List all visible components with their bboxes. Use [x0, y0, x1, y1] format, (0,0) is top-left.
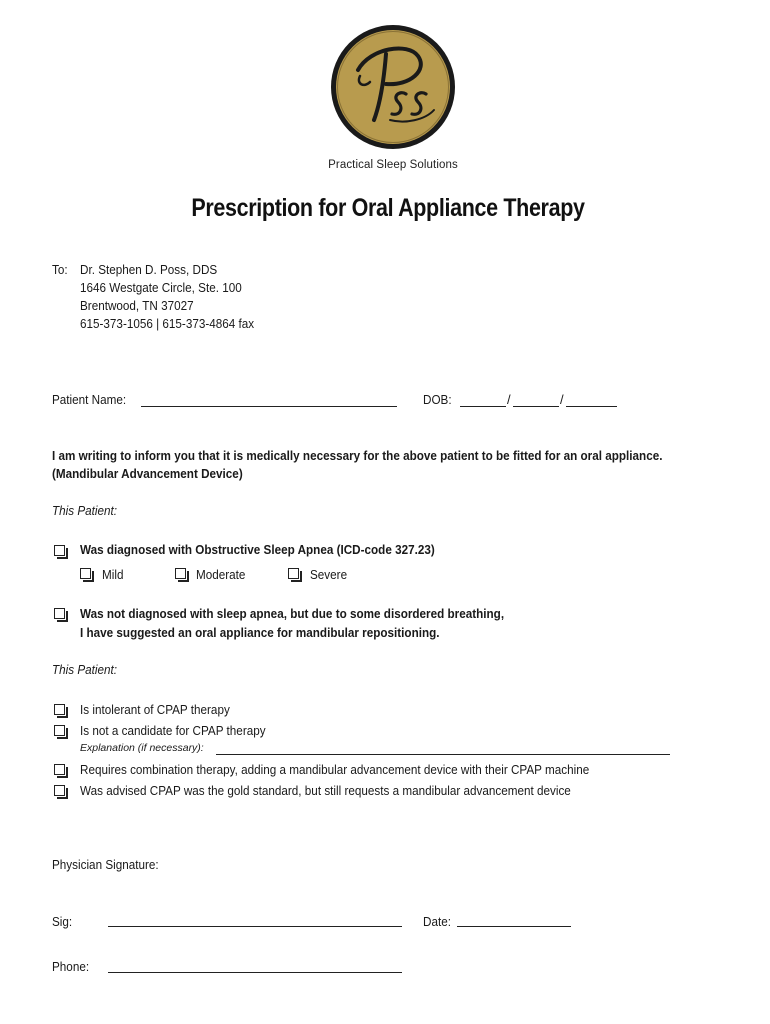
- device-note: (Mandibular Advancement Device): [52, 466, 243, 481]
- not-diagnosed-label-cont: I have suggested an oral appliance for mandibular repositioning.: [80, 625, 440, 640]
- sig-label: Sig:: [52, 914, 73, 929]
- osa-diagnosed-checkbox[interactable]: [54, 545, 65, 556]
- patient-name-label: Patient Name:: [52, 392, 127, 407]
- dob-month-field[interactable]: [460, 406, 506, 407]
- cpap-intolerant-label: Is intolerant of CPAP therapy: [80, 702, 230, 717]
- to-city: Brentwood, TN 37027: [80, 298, 194, 313]
- to-label: To:: [52, 262, 68, 277]
- cpap-not-candidate-label: Is not a candidate for CPAP therapy: [80, 723, 266, 738]
- not-diagnosed-label: Was not diagnosed with sleep apnea, but due to some disordered breathing,: [80, 606, 505, 621]
- patient-name-field[interactable]: [141, 406, 397, 407]
- moderate-checkbox[interactable]: [175, 568, 186, 579]
- signature-field[interactable]: [108, 926, 402, 927]
- dob-separator: /: [560, 392, 564, 407]
- dob-year-field[interactable]: [566, 406, 617, 407]
- to-name: Dr. Stephen D. Poss, DDS: [80, 262, 218, 277]
- dob-day-field[interactable]: [513, 406, 559, 407]
- explanation-field[interactable]: [216, 754, 670, 755]
- date-field[interactable]: [457, 926, 571, 927]
- to-phone-fax: 615-373-1056 | 615-373-4864 fax: [80, 316, 255, 331]
- cpap-intolerant-checkbox[interactable]: [54, 704, 65, 715]
- phone-field[interactable]: [108, 972, 402, 973]
- mild-label: Mild: [102, 567, 124, 582]
- company-logo: [330, 24, 456, 150]
- requests-mad-label: Was advised CPAP was the gold standard, but still requests a mandibular advancement device: [80, 783, 571, 798]
- date-label: Date:: [423, 914, 451, 929]
- pss-monogram-icon: [330, 24, 456, 150]
- severe-checkbox[interactable]: [288, 568, 299, 579]
- medical-necessity-statement: I am writing to inform you that it is medically necessary for the above patient to be fitted for an oral appliance.: [52, 448, 663, 463]
- explanation-label: Explanation (if necessary):: [80, 742, 204, 754]
- phone-label: Phone:: [52, 959, 90, 974]
- cpap-not-candidate-checkbox[interactable]: [54, 725, 65, 736]
- section-heading: This Patient:: [52, 503, 118, 518]
- moderate-label: Moderate: [196, 567, 246, 582]
- page-title: Prescription for Oral Appliance Therapy: [191, 194, 585, 222]
- combination-therapy-checkbox[interactable]: [54, 764, 65, 775]
- physician-signature-heading: Physician Signature:: [52, 857, 159, 872]
- mild-checkbox[interactable]: [80, 568, 91, 579]
- dob-separator: /: [507, 392, 511, 407]
- requests-mad-checkbox[interactable]: [54, 785, 65, 796]
- dob-label: DOB:: [423, 392, 452, 407]
- section-heading: This Patient:: [52, 662, 118, 677]
- company-name: Practical Sleep Solutions: [328, 159, 458, 171]
- severe-label: Severe: [310, 567, 348, 582]
- not-diagnosed-checkbox[interactable]: [54, 608, 65, 619]
- osa-diagnosed-label: Was diagnosed with Obstructive Sleep Apnea (ICD-code 327.23): [80, 542, 435, 557]
- combination-therapy-label: Requires combination therapy, adding a mandibular advancement device with their CPAP machine: [80, 762, 590, 777]
- to-address: 1646 Westgate Circle, Ste. 100: [80, 280, 242, 295]
